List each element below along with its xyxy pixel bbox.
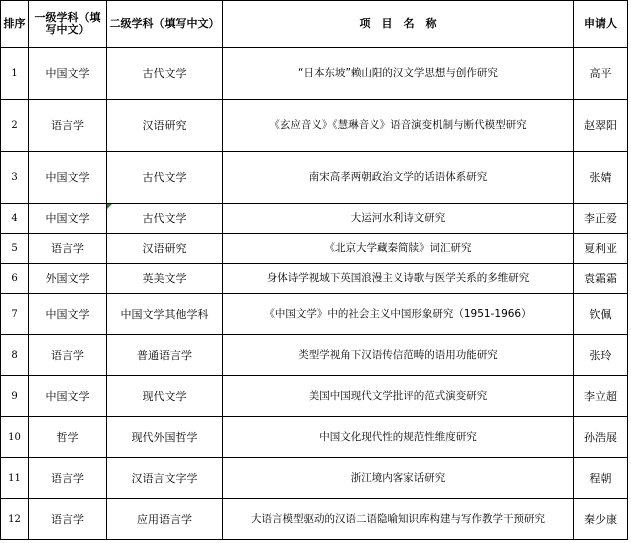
table-row [1, 234, 628, 264]
primary-cell: 中国文学 [29, 48, 107, 100]
primary-cell: 语言学 [29, 335, 107, 376]
cell-comment-marker-icon [107, 204, 112, 209]
secondary-cell: 普通语言学 [107, 335, 223, 376]
applicant-cell: 程朝 [574, 458, 628, 499]
project-cell: “日本东坡”赖山阳的汉文学思想与创作研究 [223, 48, 574, 100]
project-cell: 身体诗学视域下英国浪漫主义诗歌与医学关系的多维研究 [223, 264, 574, 294]
project-cell: 类型学视角下汉语传信范畴的语用功能研究 [223, 335, 574, 376]
project-cell: 大运河水利诗文研究 [223, 204, 574, 234]
rank-cell: 1 [1, 48, 29, 100]
table-row [1, 376, 628, 417]
project-cell: 浙江境内客家话研究 [223, 458, 574, 499]
secondary-text: 古代文学 [142, 212, 187, 225]
primary-cell: 外国文学 [29, 264, 107, 294]
secondary-cell: 汉语言文字学 [107, 458, 223, 499]
rank-cell: 11 [1, 458, 29, 499]
project-cell: 大语言模型驱动的汉语二语隐喻知识库构建与写作教学干预研究 [223, 499, 574, 540]
header-row [1, 1, 628, 48]
project-cell: 美国中国现代文学批评的范式演变研究 [223, 376, 574, 417]
applicant-cell: 夏利亚 [574, 234, 628, 264]
rank-cell: 9 [1, 376, 29, 417]
rank-cell: 10 [1, 417, 29, 458]
rank-cell: 3 [1, 152, 29, 204]
primary-cell: 哲学 [29, 417, 107, 458]
table-row [1, 100, 628, 152]
table-row [1, 294, 628, 335]
primary-cell: 中国文学 [29, 294, 107, 335]
applicant-cell: 钦佩 [574, 294, 628, 335]
rank-cell: 4 [1, 204, 29, 234]
table-row [1, 152, 628, 204]
primary-cell: 语言学 [29, 499, 107, 540]
header-secondary-discipline: 二级学科（填写中文） [107, 1, 223, 48]
primary-cell: 语言学 [29, 234, 107, 264]
secondary-cell: 古代文学 [107, 152, 223, 204]
secondary-cell: 现代外国哲学 [107, 417, 223, 458]
applicant-cell: 张玲 [574, 335, 628, 376]
applicant-cell: 赵翠阳 [574, 100, 628, 152]
rank-cell: 8 [1, 335, 29, 376]
applicant-cell: 李立超 [574, 376, 628, 417]
header-primary-discipline: 一级学科（填写中文） [29, 1, 107, 48]
table-row [1, 48, 628, 100]
secondary-cell: 中国文学其他学科 [107, 294, 223, 335]
project-cell: 中国文化现代性的规范性维度研究 [223, 417, 574, 458]
project-cell: 《玄应音义》《慧琳音义》语音演变机制与断代模型研究 [223, 100, 574, 152]
applicant-cell: 张婧 [574, 152, 628, 204]
rank-cell: 7 [1, 294, 29, 335]
secondary-cell: 汉语研究 [107, 100, 223, 152]
secondary-cell: 汉语研究 [107, 234, 223, 264]
rank-cell: 5 [1, 234, 29, 264]
applicant-cell: 袁霜霜 [574, 264, 628, 294]
primary-cell: 语言学 [29, 100, 107, 152]
secondary-cell: 英美文学 [107, 264, 223, 294]
table-row [1, 458, 628, 499]
secondary-cell [107, 204, 223, 234]
applicant-cell: 李正爱 [574, 204, 628, 234]
rank-cell: 2 [1, 100, 29, 152]
header-rank: 排序 [1, 1, 29, 48]
table-row [1, 417, 628, 458]
rank-cell: 12 [1, 499, 29, 540]
header-project-name: 项 目 名 称 [223, 1, 574, 48]
applicant-cell: 孙浩展 [574, 417, 628, 458]
primary-cell: 中国文学 [29, 376, 107, 417]
table-row [1, 204, 628, 234]
applicant-cell: 高平 [574, 48, 628, 100]
primary-cell: 语言学 [29, 458, 107, 499]
secondary-cell: 现代文学 [107, 376, 223, 417]
table-row [1, 499, 628, 540]
project-cell: 南宋高孝两朝政治文学的话语体系研究 [223, 152, 574, 204]
primary-cell: 中国文学 [29, 204, 107, 234]
rank-cell: 6 [1, 264, 29, 294]
table-row [1, 335, 628, 376]
header-applicant: 申请人 [574, 1, 628, 48]
primary-cell: 中国文学 [29, 152, 107, 204]
project-cell: 《北京大学藏秦简牍》词汇研究 [223, 234, 574, 264]
table-row [1, 264, 628, 294]
project-cell: 《中国文学》中的社会主义中国形象研究（1951-1966） [223, 294, 574, 335]
applicant-cell: 秦少康 [574, 499, 628, 540]
secondary-cell: 古代文学 [107, 48, 223, 100]
secondary-cell: 应用语言学 [107, 499, 223, 540]
